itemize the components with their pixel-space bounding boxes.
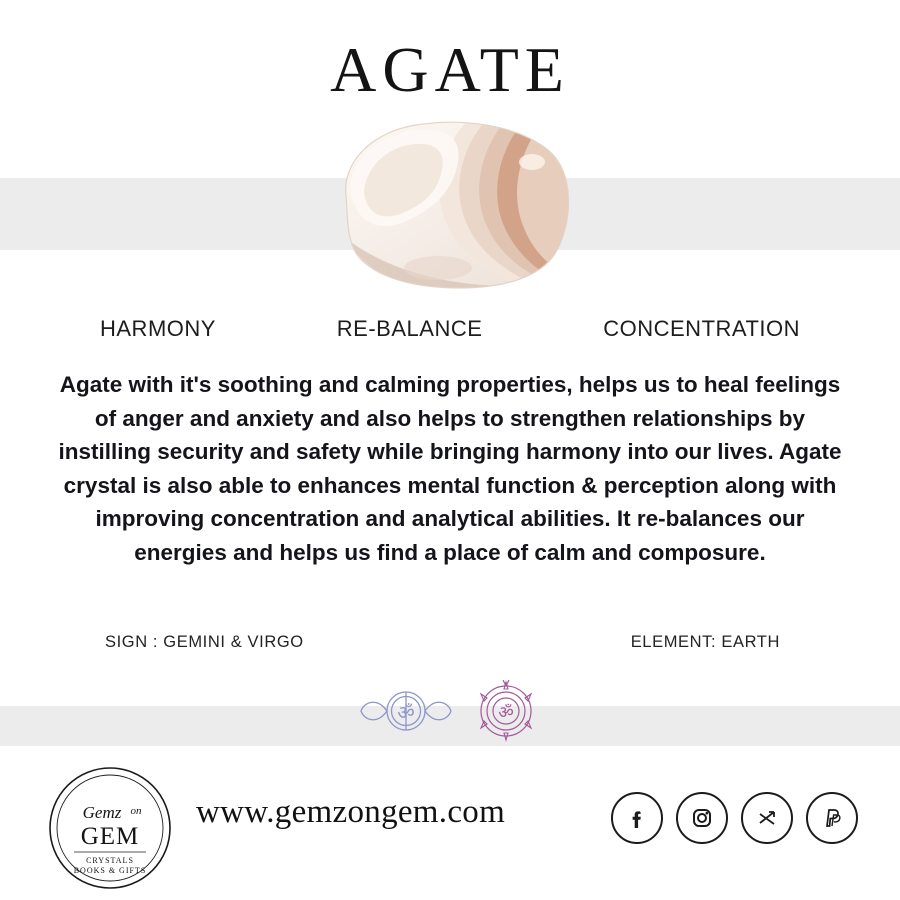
crown-chakra-icon [470, 680, 542, 747]
third-eye-chakra-icon [358, 680, 454, 747]
social-links [611, 792, 858, 844]
share-icon[interactable] [741, 792, 793, 844]
keyword-re-balance: RE-BALANCE [336, 316, 483, 341]
brand-logo[interactable] [44, 762, 176, 894]
keyword-concentration: CONCENTRATION [603, 316, 800, 341]
website-url[interactable]: www.gemzongem.com [196, 794, 506, 830]
facebook-icon[interactable] [611, 792, 663, 844]
svg-text:on: on [130, 805, 142, 817]
chakra-row [0, 680, 900, 747]
page-title: AGATE [330, 34, 570, 105]
keyword-row [60, 316, 840, 342]
svg-text:BOOKS & GIFTS: BOOKS & GIFTS [73, 866, 147, 875]
svg-text:GEM: GEM [80, 823, 140, 850]
keyword-harmony: HARMONY [100, 316, 216, 341]
footer [0, 752, 900, 900]
svg-text:Gemz: Gemz [82, 803, 122, 822]
svg-text:CRYSTALS: CRYSTALS [86, 856, 134, 865]
svg-text:ॐ: ॐ [498, 703, 514, 722]
svg-text:ॐ: ॐ [397, 703, 415, 724]
zodiac-sign-label: SIGN : GEMINI & VIRGO [105, 633, 304, 651]
element-label: ELEMENT: EARTH [630, 633, 780, 651]
description-text: Agate with it's soothing and calming properties, helps us to heal feelings of anger and anxiety and also helps to strengthen relationships by instilling security and safety while bringing harmony into our lives. Agate crystal is also able to enhances mental function & perception along with improving concentration and analytical abilities. It re-balances our energies and helps us find a place of calm and composure. [58, 372, 842, 565]
instagram-icon[interactable] [676, 792, 728, 844]
attributes-row [60, 633, 840, 652]
paypal-icon[interactable] [806, 792, 858, 844]
agate-stone-photo [320, 118, 580, 290]
